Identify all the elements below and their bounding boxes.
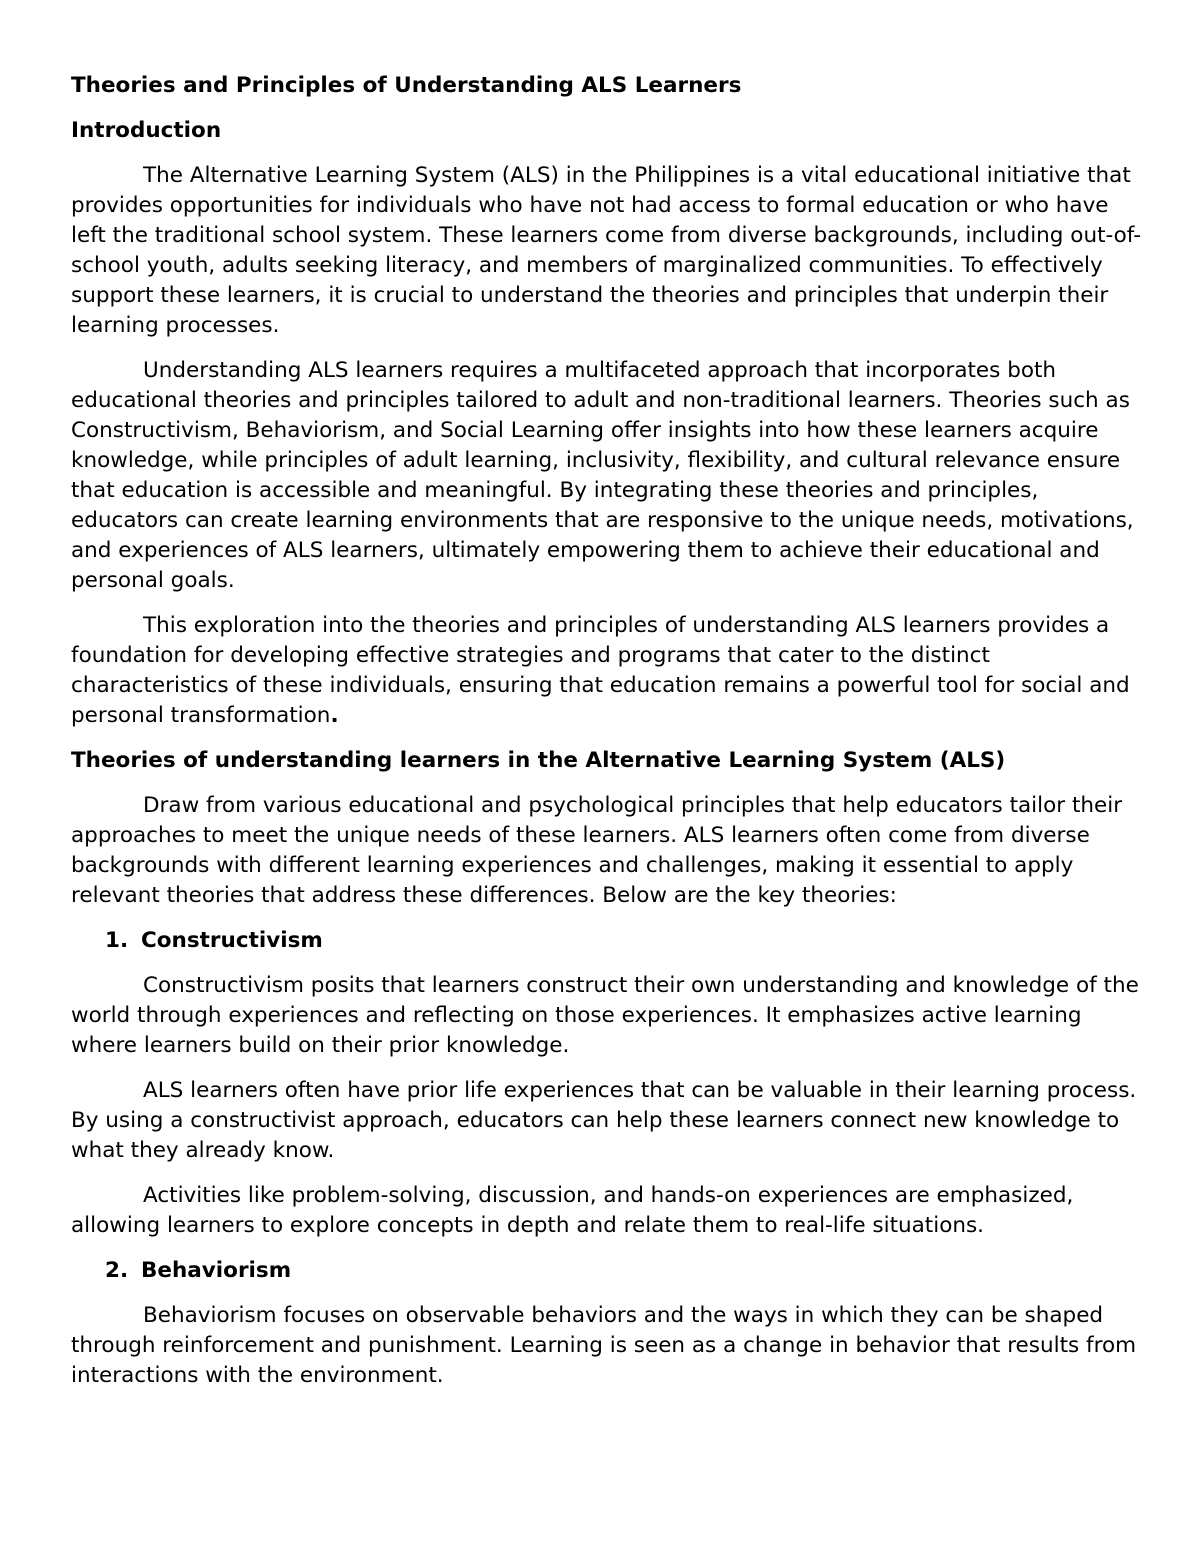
theory-1-paragraph-2: ALS learners often have prior life experiences that can be valuable in their learning process. By using a constructivist approach, educators can help these learners connect new knowledge to what they already know.: [71, 1078, 1137, 1163]
intro-paragraph-2: Understanding ALS learners requires a multifaceted approach that incorporates both educational theories and principles tailored to adult and non-traditional learners. Theories such as Constructivism, Behaviorism, and Social Learning offer insights into how these learners acquire knowledge, while principles of adult learning, inclusivity, flexibility, and cultural relevance ensure that education is accessible and meaningful. By integrating these theories and principles, educators can create learning environments that are responsive to the unique needs, motivations, and experiences of ALS learners, ultimately empowering them to achieve their educational and personal goals.: [71, 358, 1134, 593]
document-title: Theories and Principles of Understanding ALS Learners: [71, 73, 742, 98]
theory-1-heading: [71, 926, 1141, 956]
document-body: [71, 71, 1141, 1406]
theory-2-title: Behaviorism: [141, 1258, 292, 1283]
theory-2-paragraph-1: Behaviorism focuses on observable behaviors and the ways in which they can be shaped through reinforcement and punishment. Learning is seen as a change in behavior that results from interactions with the environment.: [71, 1303, 1137, 1388]
intro-paragraph-1: The Alternative Learning System (ALS) in the Philippines is a vital educational initiative that provides opportunities for individuals who have not had access to formal education or who have left the traditional school system. These learners come from diverse backgrounds, including out-of-school youth, adults seeking literacy, and members of marginalized communities. To effectively support these learners, it is crucial to understand the theories and principles that underpin their learning processes.: [71, 163, 1141, 338]
theories-intro-paragraph: Draw from various educational and psychological principles that help educators tailor their approaches to meet the unique needs of these learners. ALS learners often come from diverse backgrounds with different learning experiences and challenges, making it essential to apply relevant theories that address these differences. Below are the key theories:: [71, 793, 1123, 908]
theory-1-title: Constructivism: [141, 928, 323, 953]
theory-2-number: 2.: [105, 1258, 129, 1283]
theories-heading: Theories of understanding learners in the Alternative Learning System (ALS): [71, 748, 1006, 773]
intro-paragraph-3: [71, 611, 1141, 731]
intro-paragraph-3-period: .: [330, 703, 339, 728]
intro-paragraph-3-text: This exploration into the theories and principles of understanding ALS learners provides a foundation for developing effective strategies and programs that cater to the distinct characteristics of these individuals, ensuring that education remains a powerful tool for social and personal transformation: [71, 613, 1130, 728]
introduction-heading: Introduction: [71, 118, 222, 143]
theory-1-number: 1.: [105, 928, 129, 953]
theory-1-paragraph-3: Activities like problem-solving, discussion, and hands-on experiences are emphasized, allowing learners to explore concepts in depth and relate them to real-life situations.: [71, 1183, 1074, 1238]
theory-1-paragraph-1: Constructivism posits that learners construct their own understanding and knowledge of the world through experiences and reflecting on those experiences. It emphasizes active learning where learners build on their prior knowledge.: [71, 973, 1139, 1058]
theory-2-heading: [71, 1256, 1141, 1286]
